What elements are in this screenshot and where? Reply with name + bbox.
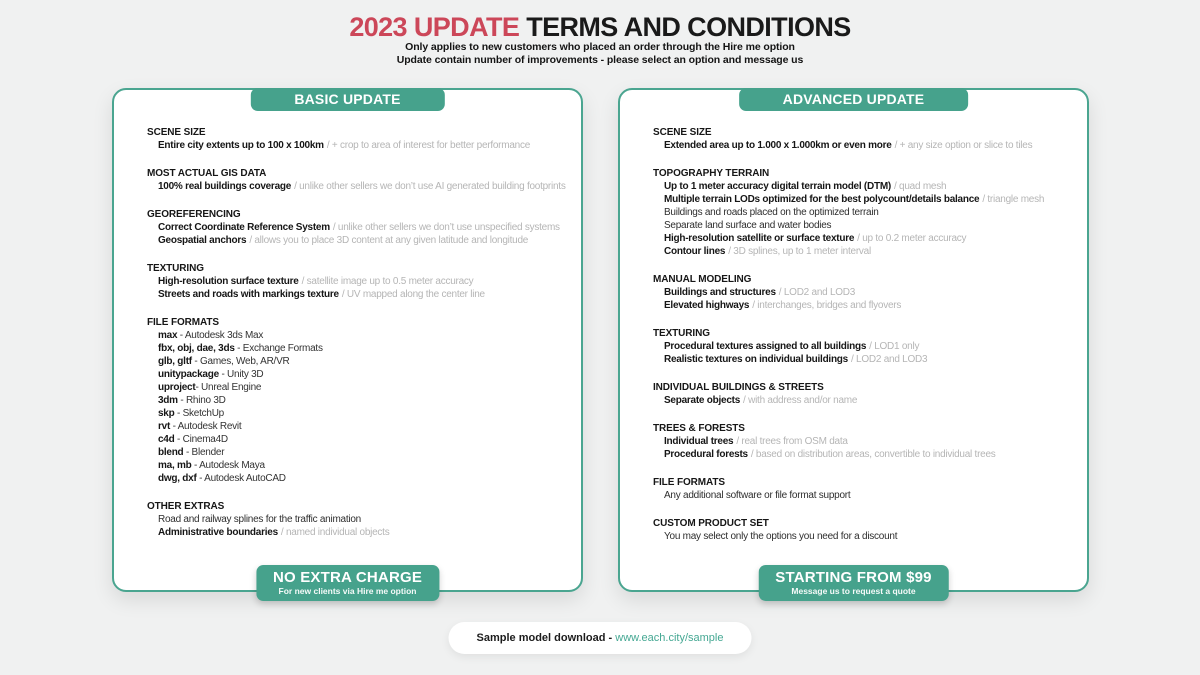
feature-rest: - Exchange Formats xyxy=(234,343,323,354)
section-texturing xyxy=(147,262,573,301)
feature-lead: High-resolution satellite or surface texture xyxy=(664,233,855,244)
feature-detail: / LOD2 and LOD3 xyxy=(850,354,928,365)
feature-rest: - Games, Web, AR/VR xyxy=(191,356,290,367)
sample-download-label: Sample model download - xyxy=(476,632,616,644)
feature-rest: - Autodesk Maya xyxy=(191,460,265,471)
section-other-extras xyxy=(147,500,573,539)
feature-text: You may select only the options you need for a discount xyxy=(664,531,898,542)
feature-text: Separate land surface and water bodies xyxy=(664,220,832,231)
feature-item xyxy=(653,435,1079,448)
feature-item xyxy=(653,286,1079,299)
feature-lead: Contour lines xyxy=(664,246,726,257)
feature-item xyxy=(147,288,573,301)
feature-lead: blend xyxy=(158,447,184,458)
feature-detail: / real trees from OSM data xyxy=(736,436,848,447)
feature-detail: / LOD1 only xyxy=(869,341,920,352)
sample-download-link[interactable]: www.each.city/sample xyxy=(615,632,724,644)
feature-lead: Elevated highways xyxy=(664,300,750,311)
feature-detail: / LOD2 and LOD3 xyxy=(778,287,856,298)
feature-lead: unitypackage xyxy=(158,369,219,380)
feature-rest: - Rhino 3D xyxy=(177,395,226,406)
feature-item xyxy=(147,180,573,193)
feature-lead: 100% real buildings coverage xyxy=(158,181,292,192)
feature-item xyxy=(653,193,1079,206)
section-custom-product-set xyxy=(653,517,1079,543)
section-texturing xyxy=(653,327,1079,366)
feature-lead: dwg, dxf xyxy=(158,473,197,484)
price-badge xyxy=(758,565,948,601)
feature-item xyxy=(653,353,1079,366)
feature-item xyxy=(147,355,573,368)
price-badge xyxy=(256,565,439,601)
panel-advanced-update xyxy=(618,88,1089,596)
panel-content xyxy=(114,90,581,539)
page-header xyxy=(0,0,1200,67)
feature-item xyxy=(653,180,1079,193)
feature-item xyxy=(147,329,573,342)
feature-item xyxy=(653,206,1079,219)
feature-detail: / + any size option or slice to tiles xyxy=(894,140,1033,151)
feature-lead: max xyxy=(158,330,178,341)
feature-detail: / named individual objects xyxy=(280,527,390,538)
feature-item xyxy=(653,340,1079,353)
feature-item xyxy=(653,139,1079,152)
feature-lead: Realistic textures on individual buildings xyxy=(664,354,848,365)
feature-detail: / unlike other sellers we don’t use unspecified systems xyxy=(332,222,560,233)
feature-item xyxy=(147,407,573,420)
feature-item xyxy=(147,139,573,152)
section-heading: CUSTOM PRODUCT SET xyxy=(653,518,769,529)
feature-item xyxy=(653,530,1079,543)
feature-item xyxy=(147,446,573,459)
section-scene-size xyxy=(147,126,573,152)
section-heading: MOST ACTUAL GIS DATA xyxy=(147,168,267,179)
feature-lead: 3dm xyxy=(158,395,178,406)
feature-detail: / unlike other sellers we don’t use AI generated building footprints xyxy=(294,181,566,192)
feature-lead: High-resolution surface texture xyxy=(158,276,299,287)
feature-lead: rvt xyxy=(158,421,171,432)
feature-item xyxy=(653,489,1079,502)
feature-lead: Entire city extents up to 100 x 100km xyxy=(158,140,324,151)
page-title xyxy=(0,13,1200,41)
section-heading: FILE FORMATS xyxy=(653,477,725,488)
subtitle-1-post: option xyxy=(760,41,795,53)
feature-detail: / triangle mesh xyxy=(982,194,1045,205)
feature-lead: Streets and roads with markings texture xyxy=(158,289,339,300)
feature-detail: / 3D splines, up to 1 meter interval xyxy=(728,246,871,257)
price-badge-title: NO EXTRA CHARGE xyxy=(272,569,423,586)
feature-lead: glb, gltf xyxy=(158,356,192,367)
feature-rest: - SketchUp xyxy=(174,408,224,419)
price-badge-subtitle: Message us to request a quote xyxy=(791,586,916,596)
feature-item xyxy=(147,234,573,247)
section-trees-forests xyxy=(653,422,1079,461)
feature-item xyxy=(147,368,573,381)
feature-item xyxy=(653,448,1079,461)
section-file-formats xyxy=(147,316,573,485)
feature-text: Buildings and roads placed on the optimized terrain xyxy=(664,207,879,218)
feature-lead: Extended area up to 1.000 x 1.000km or even more xyxy=(664,140,892,151)
section-georeferencing xyxy=(147,208,573,247)
feature-lead: Geospatial anchors xyxy=(158,235,247,246)
panel-basic-update xyxy=(112,88,583,596)
section-manual-modeling xyxy=(653,273,1079,312)
feature-lead: Procedural forests xyxy=(664,449,748,460)
feature-item xyxy=(147,342,573,355)
feature-lead: uproject xyxy=(158,382,196,393)
feature-detail: / + crop to area of interest for better performance xyxy=(326,140,531,151)
feature-item xyxy=(653,232,1079,245)
section-heading: TOPOGRAPHY TERRAIN xyxy=(653,168,770,179)
feature-item xyxy=(147,513,573,526)
feature-lead: Multiple terrain LODs optimized for the best polycount/details balance xyxy=(664,194,980,205)
feature-rest: - Blender xyxy=(183,447,225,458)
feature-lead: Correct Coordinate Reference System xyxy=(158,222,330,233)
feature-detail: / interchanges, bridges and flyovers xyxy=(752,300,902,311)
section-heading: MANUAL MODELING xyxy=(653,274,752,285)
feature-detail: / allows you to place 3D content at any given latitude and longitude xyxy=(249,235,529,246)
section-individual-buildings-streets xyxy=(653,381,1079,407)
feature-text: Any additional software or file format support xyxy=(664,490,851,501)
feature-item xyxy=(147,394,573,407)
feature-lead: Separate objects xyxy=(664,395,741,406)
section-heading: GEOREFERENCING xyxy=(147,209,241,220)
feature-lead: Administrative boundaries xyxy=(158,527,278,538)
panels-container xyxy=(112,88,1089,596)
section-heading: SCENE SIZE xyxy=(147,127,206,138)
section-heading: FILE FORMATS xyxy=(147,317,219,328)
feature-lead: skp xyxy=(158,408,175,419)
title-year-highlight: 2023 UPDATE xyxy=(349,12,520,42)
subtitle-line-2: Update contain number of improvements - please select an option and message us xyxy=(396,54,804,66)
subtitle-line-1 xyxy=(0,41,1200,54)
section-heading: TEXTURING xyxy=(147,263,204,274)
section-heading: TEXTURING xyxy=(653,328,710,339)
feature-rest: - Autodesk 3ds Max xyxy=(177,330,264,341)
feature-item xyxy=(147,526,573,539)
feature-item xyxy=(147,221,573,234)
feature-item xyxy=(653,394,1079,407)
panel-content xyxy=(620,90,1087,543)
feature-lead: Procedural textures assigned to all buildings xyxy=(664,341,867,352)
feature-rest: - Autodesk Revit xyxy=(170,421,242,432)
subtitle-1-pre: Only applies to new customers who placed an order through the xyxy=(405,41,723,53)
feature-lead: Up to 1 meter accuracy digital terrain model (DTM) xyxy=(664,181,891,192)
feature-item xyxy=(147,433,573,446)
feature-detail: / up to 0.2 meter accuracy xyxy=(857,233,967,244)
title-main: TERMS AND CONDITIONS xyxy=(526,12,851,42)
section-heading: SCENE SIZE xyxy=(653,127,712,138)
feature-rest: - Unity 3D xyxy=(218,369,264,380)
feature-item xyxy=(147,459,573,472)
feature-item xyxy=(147,472,573,485)
feature-item xyxy=(653,299,1079,312)
feature-item xyxy=(653,245,1079,258)
feature-detail: / based on distribution areas, convertible to individual trees xyxy=(750,449,996,460)
section-file-formats xyxy=(653,476,1079,502)
section-heading: OTHER EXTRAS xyxy=(147,501,225,512)
section-heading: TREES & FORESTS xyxy=(653,423,745,434)
feature-rest: - Cinema4D xyxy=(174,434,228,445)
feature-rest: - Unreal Engine xyxy=(195,382,262,393)
price-badge-title: STARTING FROM $99 xyxy=(775,569,932,586)
feature-lead: Individual trees xyxy=(664,436,734,447)
section-heading: INDIVIDUAL BUILDINGS & STREETS xyxy=(653,382,824,393)
subtitle-1-hireme: Hire me xyxy=(722,41,761,53)
section-topography-terrain xyxy=(653,167,1079,258)
feature-item xyxy=(147,420,573,433)
price-badge-subtitle: For new clients via Hire me option xyxy=(278,586,417,596)
feature-rest: - Autodesk AutoCAD xyxy=(196,473,286,484)
panel-badge: ADVANCED UPDATE xyxy=(739,88,969,111)
feature-item xyxy=(653,219,1079,232)
feature-text: Road and railway splines for the traffic animation xyxy=(158,514,361,525)
feature-detail: / satellite image up to 0.5 meter accuracy xyxy=(301,276,474,287)
feature-item xyxy=(147,275,573,288)
feature-item xyxy=(147,381,573,394)
feature-detail: / with address and/or name xyxy=(743,395,858,406)
feature-detail: / quad mesh xyxy=(894,181,947,192)
section-most-actual-gis-data xyxy=(147,167,573,193)
feature-lead: Buildings and structures xyxy=(664,287,776,298)
panel-badge: BASIC UPDATE xyxy=(250,88,444,111)
sample-download-pill xyxy=(449,622,752,654)
feature-lead: c4d xyxy=(158,434,175,445)
feature-lead: ma, mb xyxy=(158,460,192,471)
feature-detail: / UV mapped along the center line xyxy=(341,289,485,300)
feature-lead: fbx, obj, dae, 3ds xyxy=(158,343,235,354)
section-scene-size xyxy=(653,126,1079,152)
